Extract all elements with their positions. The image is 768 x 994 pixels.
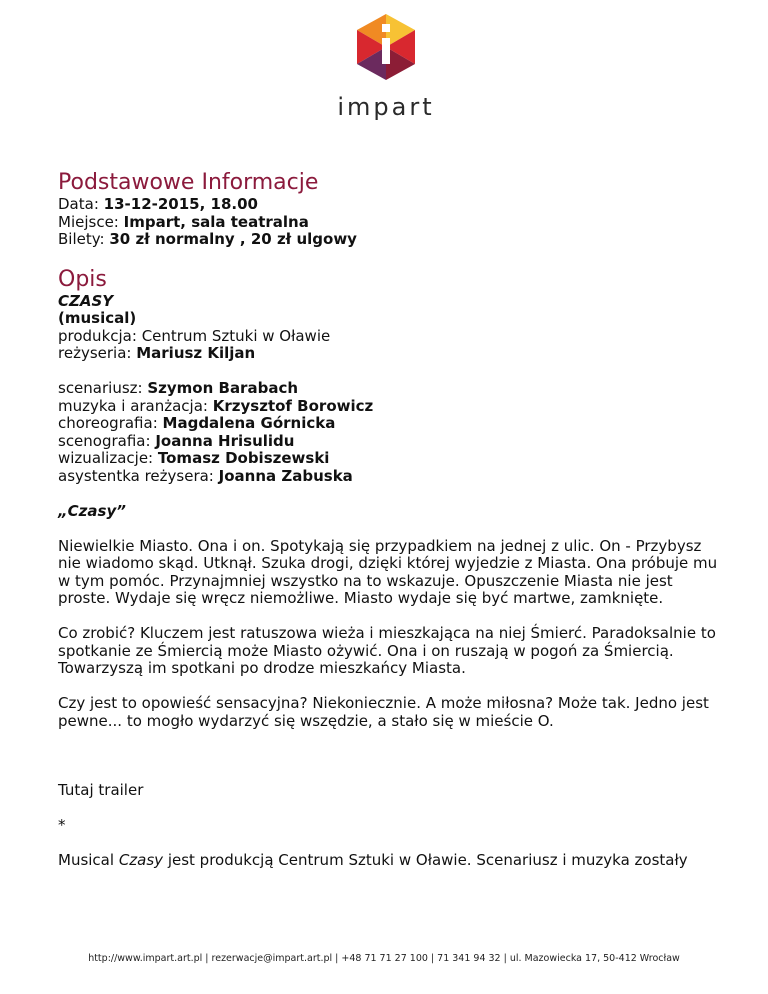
credit-line: wizualizacje: Tomasz Dobiszewski — [58, 449, 330, 467]
description-paragraph: Niewielkie Miasto. Ona i on. Spotykają się przypadkiem na jednej z ulic. On - Przybysz nie wiadomo skąd. Utknął. Szuka drogi, dzięki której wyjedzie z Miasta. Ona próbuje mu w tym pomóc. Przynajmniej wszystko na to wskazuje. Opuszczenie Miasta nie jest proste. Wydaje się wręcz niemożliwe. Miasto wydaje się być martwe, zamknięte. — [58, 536, 718, 607]
trailer-placeholder: Tutaj trailer — [58, 781, 144, 799]
description-paragraph: Czy jest to opowieść sensacyjna? Niekoniecznie. A może miłosna? Może tak. Jedno jest pewne... to mogło wydarzyć się wszędzie, a stało się w mieście O. — [58, 694, 709, 730]
date-value: 13-12-2015, 18.00 — [103, 195, 258, 213]
basic-info-heading: Podstawowe Informacje — [58, 170, 319, 195]
description-heading: Opis — [58, 266, 107, 292]
credit-line: asystentka reżysera: Joanna Zabuska — [58, 466, 353, 485]
impart-logo — [330, 14, 442, 121]
credit-line: scenografia: Joanna Hrisulidu — [58, 431, 295, 450]
credit-line: scenariusz: Szymon Barabach — [58, 379, 299, 397]
show-title: CZASY — [58, 291, 114, 310]
document-body — [58, 170, 718, 870]
logo-wordmark: impart — [337, 93, 435, 121]
tickets-value: 30 zł normalny , 20 zł ulgowy — [109, 230, 357, 248]
direction-line: reżyseria: Mariusz Kiljan — [58, 344, 256, 362]
quote-title: „Czasy” — [58, 501, 126, 520]
production-line: produkcja: Centrum Sztuki w Oławie — [58, 326, 331, 345]
description-paragraph: Co zrobić? Kluczem jest ratuszowa wieża i mieszkająca na niej Śmierć. Paradoksalnie to spotkanie ze Śmiercią może Miasto ożywić. Ona i on ruszają w pogoń za Śmiercią. Towarzyszą im spotkani po drodze mieszkańcy Miasta. — [58, 624, 716, 677]
place-value: Impart, sala teatralna — [123, 212, 309, 231]
date-line: Data: 13-12-2015, 18.00 — [58, 195, 258, 213]
place-line: Miejsce: Impart, sala teatralna — [58, 212, 309, 231]
credit-line: muzyka i aranżacja: Krzysztof Borowicz — [58, 396, 374, 415]
impart-logo-mark — [357, 14, 415, 80]
show-subtitle: (musical) — [58, 309, 137, 327]
production-note: Musical Czasy jest produkcją Centrum Sztuki w Oławie. Scenariusz i muzyka zostały — [58, 851, 688, 869]
tickets-line: Bilety: 30 zł normalny , 20 zł ulgowy — [58, 230, 357, 248]
asterisk-separator: * — [58, 816, 66, 834]
footer-contact: http://www.impart.art.pl | rezerwacje@impart.art.pl | +48 71 71 27 100 | 71 341 94 32 | ul. Mazowiecka 17, 50-412 Wrocław — [88, 953, 680, 964]
credit-line: choreografia: Magdalena Górnicka — [58, 414, 336, 432]
